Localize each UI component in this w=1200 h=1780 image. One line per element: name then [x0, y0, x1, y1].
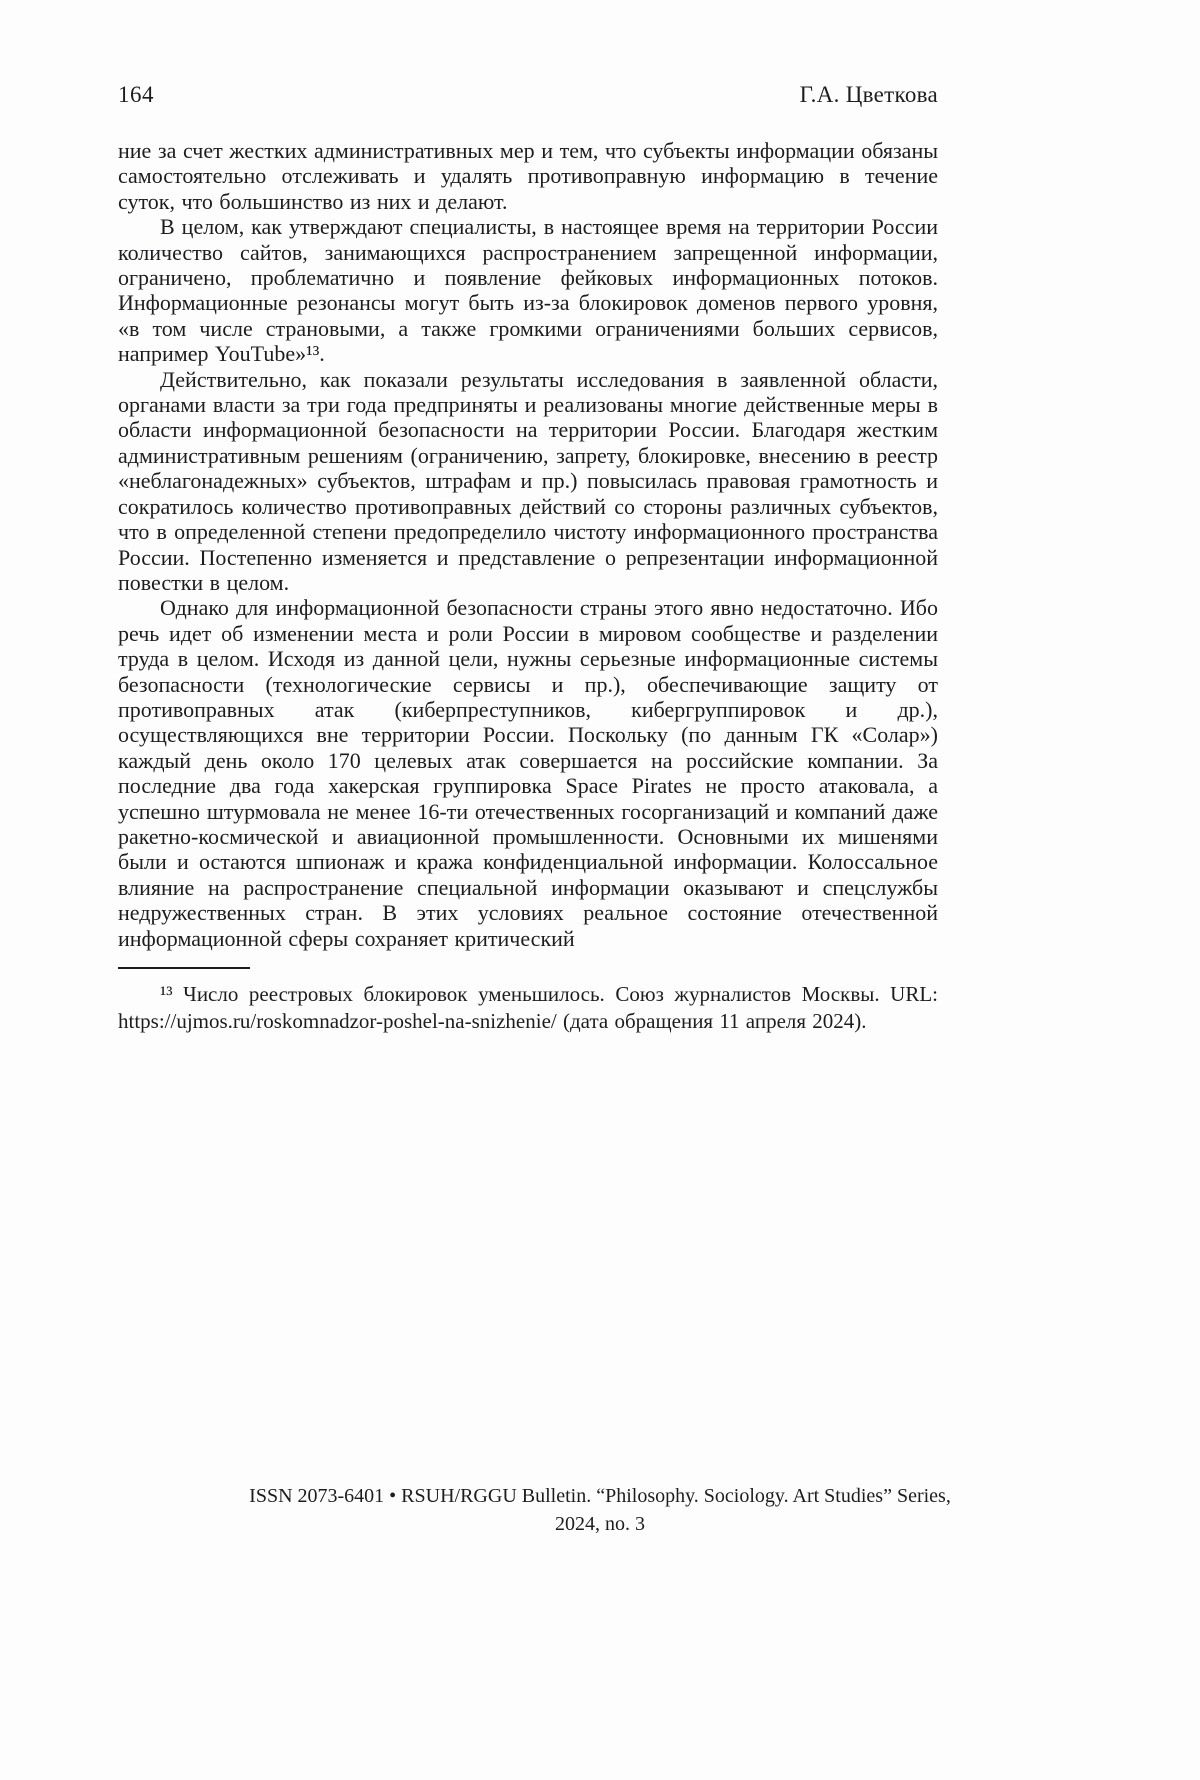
footnote-section	[118, 967, 938, 1035]
footnote-text: ¹³ Число реестровых блокировок уменьшилось. Союз журналистов Москвы. URL: https://ujmos.ru/roskomnadzor-poshel-na-snizhenie/ (дата обращения 11 апреля 2024).	[118, 982, 938, 1033]
text-block	[118, 82, 938, 1035]
page-header	[118, 82, 938, 108]
paragraph-continuation: ние за счет жестких административных мер и тем, что субъекты информации обязаны самостоятельно отслеживать и удалять противоправную информацию в течение суток, что большинство из них и делают.	[118, 138, 938, 214]
footnote-rule	[118, 967, 250, 969]
body-text	[118, 138, 938, 951]
paragraph: Действительно, как показали результаты исследования в заявленной области, органами власти за три года предприняты и реализованы многие действенные меры в области информационной безопасности на территории России. Благодаря жестким административным решениям (ограничению, запрету, блокировке, внесению в реестр «неблагонадежных» субъектов, штрафам и пр.) повысилась правовая грамотность и сократилось количество противоправных действий со стороны различных субъектов, что в определенной степени предопределило чистоту информационного пространства России. Постепенно изменяется и представление о репрезентации информационной повестки в целом.	[118, 366, 938, 595]
footer-issn-line: ISSN 2073-6401 • RSUH/RGGU Bulletin. “Philosophy. Sociology. Art Studies” Series,	[249, 1485, 951, 1507]
paragraph: В целом, как утверждают специалисты, в настоящее время на территории России количество сайтов, занимающихся распространением запрещенной информации, ограничено, проблематично и появление фейковых информационных потоков. Информационные резонансы могут быть из-за блокировок доменов первого уровня, «в том числе страновыми, а также громкими ограничениями больших сервисов, например YouTube»¹³.	[118, 214, 938, 367]
paragraph: Однако для информационной безопасности страны этого явно недостаточно. Ибо речь идет об изменении места и роли России в мировом сообществе и разделении труда в целом. Исходя из данной цели, нужны серьезные информационные системы безопасности (технологические сервисы и пр.), обеспечивающие защиту от противоправных атак (киберпреступников, кибергруппировок и др.), осуществляющихся вне территории России. Поскольку (по данным ГК «Солар») каждый день около 170 целевых атак совершается на российские компании. За последние два года хакерская группировка Space Pirates не просто атаковала, а успешно штурмовала не менее 16-ти отечественных госорганизаций и компаний даже ракетно-космической и авиационной промышленности. Основными их мишенями были и остаются шпионаж и кража конфиденциальной информации. Колоссальное влияние на распространение специальной информации оказывают и спецслужбы недружественных стран. В этих условиях реальное состояние отечественной информационной сферы сохраняет критический	[118, 595, 938, 951]
page-number: 164	[118, 82, 154, 107]
running-head-author: Г.А. Цветкова	[799, 82, 938, 107]
footer-issue-line: 2024, no. 3	[555, 1513, 645, 1535]
page-footer	[0, 1482, 1200, 1538]
